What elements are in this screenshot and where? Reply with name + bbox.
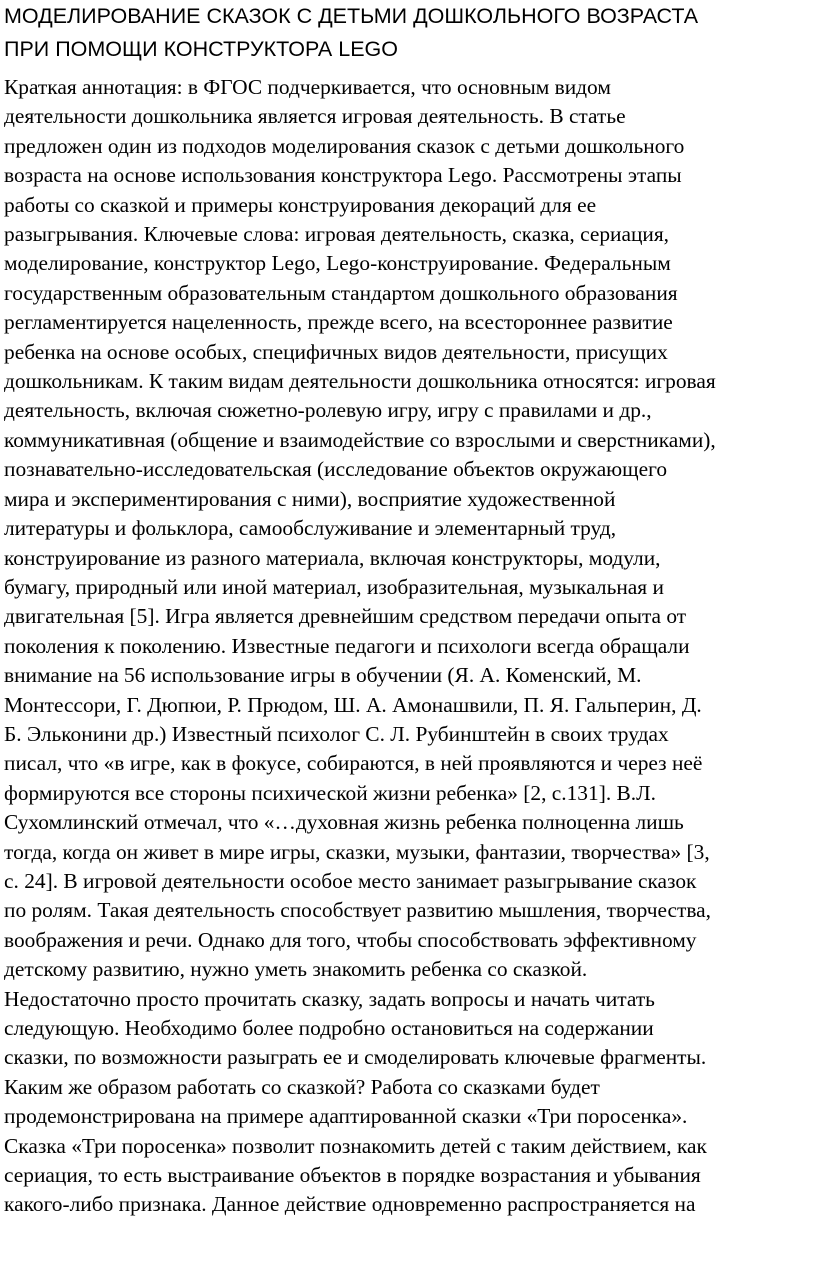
body-line: писал, что «в игре, как в фокусе, собираются, в ней проявляются и через неё [4, 751, 703, 776]
body-line: по ролям. Такая деятельность способствует развитию мышления, творчества, [4, 898, 712, 923]
body-line: ребенка на основе особых, специфичных видов деятельности, присущих [4, 339, 668, 364]
body-line: деятельность, включая сюжетно-ролевую игру, игру с правилами и др., [4, 398, 652, 423]
body-line: регламентируется нацеленность, прежде всего, на всестороннее развитие [4, 310, 673, 335]
body-line: следующую. Необходимо более подробно остановиться на содержании [4, 1016, 654, 1040]
body-line: дошкольникам. К таким видам деятельности дошкольника относятся: игровая [4, 369, 716, 394]
body-line: двигательная [5]. Игра является древнейшим средством передачи опыта от [4, 604, 687, 629]
body-line: Сухомлинский отмечал, что «…духовная жизнь ребенка полноценна лишь [4, 810, 684, 835]
body-line: Сказка «Три поросенка» позволит познакомить детей с таким действием, как [4, 1133, 707, 1158]
body-line: какого-либо признака. Данное действие одновременно распространяется на [4, 1192, 696, 1217]
title-line: ПРИ ПОМОЩИ КОНСТРУКТОРА LEGO [4, 37, 398, 61]
body-line: детскому развитию, нужно уметь знакомить ребенка со сказкой. [4, 957, 588, 982]
body-line: тогда, когда он живет в мире игры, сказки, музыки, фантазии, творчества» [3, [4, 839, 710, 864]
body-line: поколения к поколению. Известные педагоги и психологи всегда обращали [4, 633, 690, 658]
body-line: Недостаточно просто прочитать сказку, задать вопросы и начать читать [4, 986, 655, 1011]
body-line: Б. Эльконини др.) Известный психолог С. Л. Рубинштейн в своих трудах [4, 721, 669, 746]
body-line: моделирование, конструктор Lego, Lego-конструирование. Федеральным [4, 251, 671, 276]
body-line: с. 24]. В игровой деятельности особое место занимает разыгрывание сказок [4, 868, 697, 893]
body-line: внимание на 56 использование игры в обучении (Я. А. Коменский, М. [4, 663, 642, 688]
body-line: литературы и фольклора, самообслуживание и элементарный труд, [4, 516, 617, 541]
body-line: Каким же образом работать со сказкой? Работа со сказками будет [4, 1074, 600, 1099]
body-line: работы со сказкой и примеры конструирования декораций для ее [4, 192, 597, 217]
body-line: предложен один из подходов моделирования сказок с детьми дошкольного [4, 133, 685, 158]
body-line: государственным образовательным стандартом дошкольного образования [4, 280, 678, 305]
body-line: мира и экспериментирования с ними), восприятие художественной [4, 486, 616, 511]
body-line: формируются все стороны психической жизни ребенка» [2, с.131]. В.Л. [4, 780, 656, 805]
document-body [4, 73, 816, 1220]
body-line: сериация, то есть выстраивание объектов в порядке возрастания и убывания [4, 1163, 701, 1188]
body-line: бумагу, природный или иной материал, изобразительная, музыкальная и [4, 574, 664, 599]
body-line: продемонстрирована на примере адаптированной сказки «Три поросенка». [4, 1104, 688, 1129]
title-line: МОДЕЛИРОВАНИЕ СКАЗОК С ДЕТЬМИ ДОШКОЛЬНОГО ВОЗРАСТА [4, 4, 699, 28]
body-line: возраста на основе использования конструктора Lego. Рассмотрены этапы [4, 163, 682, 188]
body-line: воображения и речи. Однако для того, чтобы способствовать эффективному [4, 927, 697, 952]
body-line: конструирование из разного материала, включая конструкторы, модули, [4, 545, 661, 570]
body-line: познавательно-исследовательская (исследование объектов окружающего [4, 457, 668, 482]
body-line: Краткая аннотация: в ФГОС подчеркивается, что основным видом [4, 75, 611, 99]
document-title [4, 0, 810, 66]
body-line: деятельности дошкольника является игровая деятельность. В статье [4, 104, 626, 129]
body-line: Монтессори, Г. Дюпюи, Р. Прюдом, Ш. А. Амонашвили, П. Я. Гальперин, Д. [4, 692, 702, 717]
body-line: коммуникативная (общение и взаимодействие со взрослыми и сверстниками), [4, 427, 716, 452]
body-line: разыгрывания. Ключевые слова: игровая деятельность, сказка, сериация, [4, 222, 670, 247]
body-line: сказки, по возможности разыграть ее и смоделировать ключевые фрагменты. [4, 1045, 707, 1070]
